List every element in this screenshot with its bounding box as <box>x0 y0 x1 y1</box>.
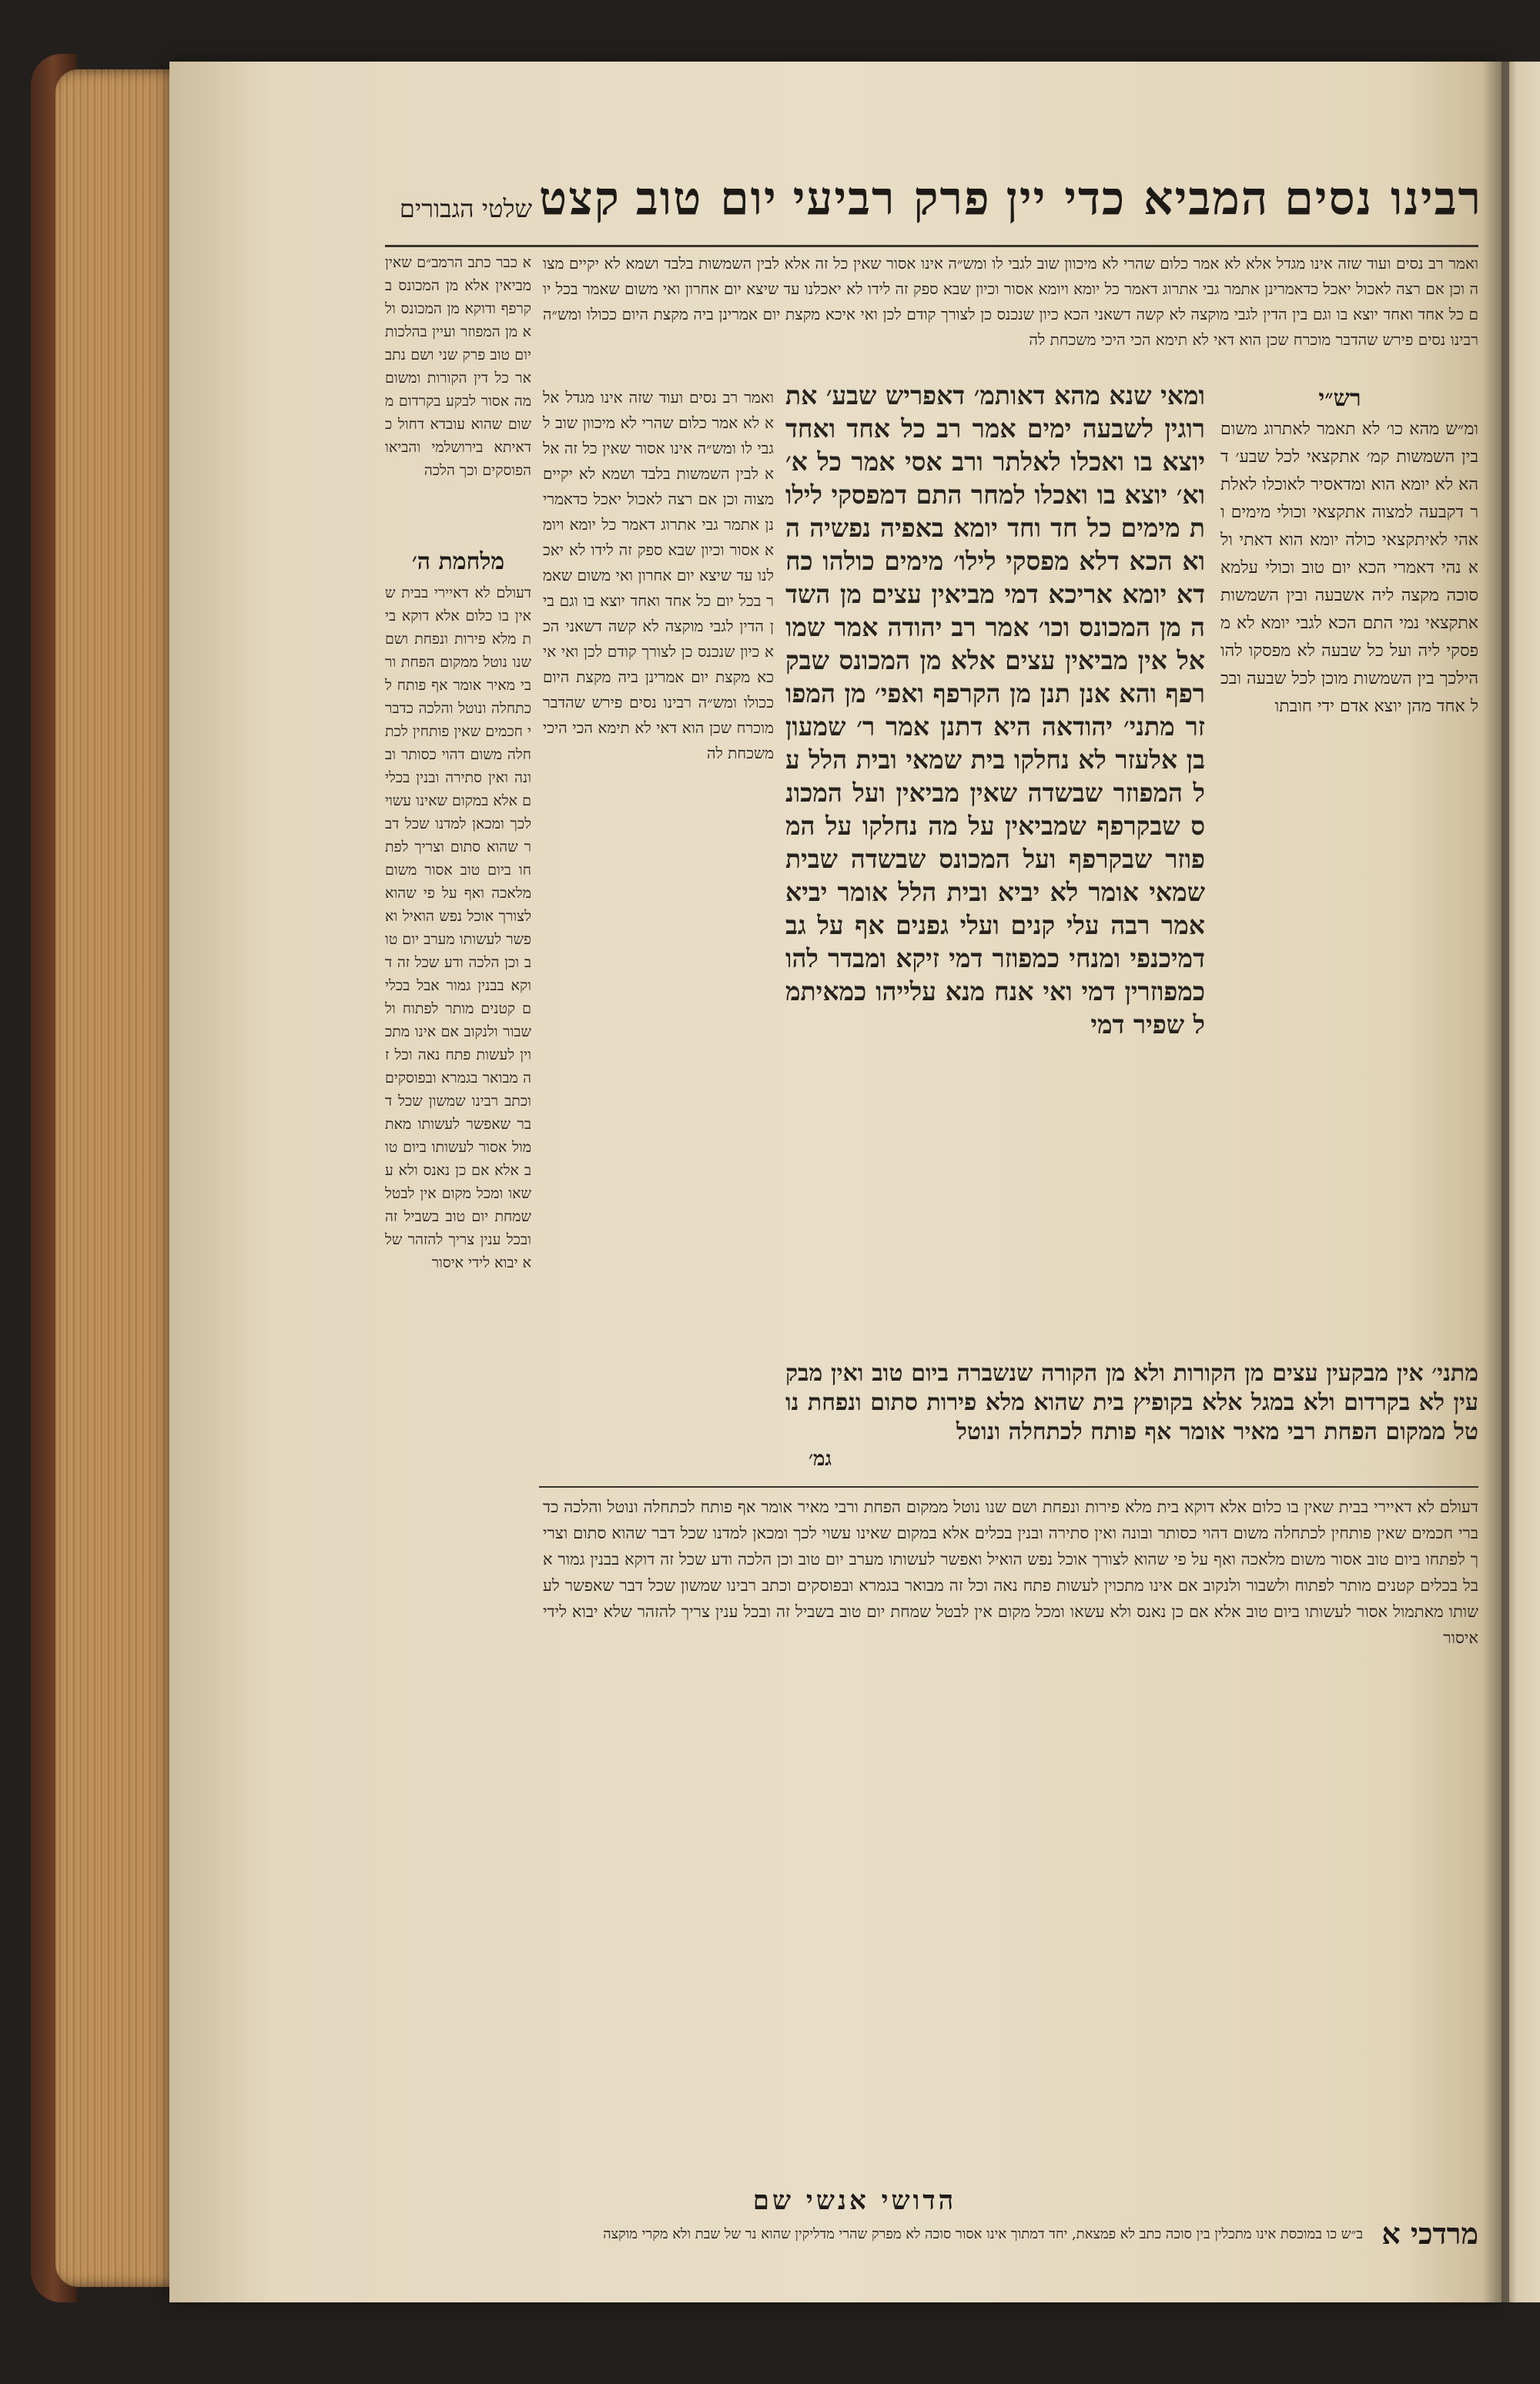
marginal-notes-column: דעולם לא דאיירי בבית שאין בו כלום אלא דוקא בית מלא פירות ונפחת ושם שנו נוטל ממקום הפחת ורבי מאיר אומר אף פותח לכתחלה ונוטל והלכה כדברי חכמים שאין פותחין לכתחלה משום דהוי כסותר ובונה ואין סתירה ובנין בכלים אלא במקום שאינו עשוי לכך ומכאן למדנו שכל דבר שהוא סתום וצריך לפתחו ביום טוב אסור משום מלאכה ואף על פי שהוא לצורך אוכל נפש הואיל ואפשר לעשותו מערב יום טוב וכן הלכה ודע שכל זה דוקא בבנין גמור אבל בכלים קטנים מותר לפתוח ולשבור ולנקוב אם אינו מתכוין לעשות פתח נאה וכל זה מבואר בגמרא ובפוסקים וכתב רבינו שמשון שכל דבר שאפשר לעשותו מאתמול אסור לעשותו ביום טוב אלא אם כן נאנס ולא עשאו ומכל מקום אין לבטל שמחת יום טוב בשביל זה ובכל ענין צריך להזהר שלא יבוא לידי איסור <box>385 584 531 1271</box>
marginal-notes-top: א כבר כתב הרמב״ם שאין מביאין אלא מן המכונס בקרפף ודוקא מן המכונס ולא מן המפוזר ועיין בהלכות יום טוב פרק שני ושם נתבאר כל דין הקורות ומשום מה אסור לבקע בקרדום משום שהוא עובדא דחול כדאיתא בירושלמי והביאו הפוסקים וכך הלכה <box>385 254 531 479</box>
rashi-label: רש״י <box>1318 385 1361 412</box>
page-number: קצט <box>539 172 621 226</box>
footer-note: ב״ש כו במוכסת אינו מתכלין בין סוכה כתב לא פמצאת, יחד דמתוך אינו אסור סוכה לא מפרק שהרי מדליקין שהוא נר של שבת ולא מקרי מוקצה <box>603 2226 1363 2242</box>
gemara-label: גמ׳ <box>808 1448 832 1471</box>
book-page-edges <box>55 69 186 2287</box>
inner-commentary-column: ואמר רב נסים ועוד שזה אינו מגדל אלא לא אמר כלום שהרי לא מיכוון שוב לגבי לו ומש״ה אינו אסור שאין כל זה אלא לבין השמשות בלבד ושמא לא יקיים מצוה וכן אם רצה לאכול יאכל כדאמרינן אתמר גבי אתרוג דאמר כל יומא ויומא אסור וכיון שבא ספק זה לידו לא יאכלנו עד שיצא יום אחרון ואי משום שאמר בכל יום כל אחד ואחד יוצא בו וגם בין הדין לגבי מוקצה לא קשה דשאני הכא כיון שנכנס כן לצורך קודם לכן ואי איכא מקצת יום אמרינן ביה מקצת היום ככולו ומש״ה רבינו נסים פירש שהדבר מוכרח שכן הוא דאי לא תימא הכי היכי משכחת לה <box>543 388 774 762</box>
header-rule <box>385 245 1478 247</box>
footer-heading: הדושי אנשי שם <box>752 2185 957 2216</box>
running-header <box>539 172 1482 237</box>
rashi-column: ומ״ש מהא כו׳ לא תאמר לאתרוג משום בין השמשות קמ׳ אתקצאי לכל שבע׳ דהא לא יומא הוא ומדאסיר לאוכלו לאלתר דקבעה למצוה אתקצאי וכולי מימים ואהי לאיתקצאי כולה יומא הוא דאתי ולא נהי דאמרי הכא יום טוב וכולי עלמא סוכה מקצה ליה אשבעה ובין השמשות אתקצאי נמי התם הכא לגבי יומא לא מפסקי ליה ועל כל שבעה לא מפסקו להו הילכך בין השמשות מוכן לכל שבעה ובכל אחד מהן יוצא אדם ידי חובתו <box>1220 420 1478 716</box>
gutter-shadow <box>1482 62 1509 2302</box>
lower-commentary: דעולם לא דאיירי בבית שאין בו כלום אלא דוקא בית מלא פירות ונפחת ושם שנו נוטל ממקום הפחת ורבי מאיר אומר אף פותח לכתחלה ונוטל והלכה כדברי חכמים שאין פותחין לכתחלה משום דהוי כסותר ובונה ואין סתירה ובנין בכלים אלא במקום שאינו עשוי לכך ומכאן למדנו שכל דבר שהוא סתום וצריך לפתחו ביום טוב אסור משום מלאכה ואף על פי שהוא לצורך אוכל נפש הואיל ואפשר לעשותו מערב יום טוב וכן הלכה ודע שכל זה דוקא בבנין גמור אבל בכלים קטנים מותר לפתוח ולשבור ולנקוב אם אינו מתכוין לעשות פתח נאה וכל זה מבואר בגמרא ובפוסקים וכתב רבינו שמשון שכל דבר שאפשר לעשותו מאתמול אסור לעשותו ביום טוב אלא אם כן נאנס ולא עשאו ומכל מקום אין לבטל שמחת יום טוב בשביל זה ובכל ענין צריך להזהר שלא יבוא לידי איסור <box>543 1498 1478 1647</box>
top-commentary: ואמר רב נסים ועוד שזה אינו מגדל אלא לא אמר כלום שהרי לא מיכוון שוב לגבי לו ומש״ה אינו אסור שאין כל זה אלא לבין השמשות בלבד ושמא לא יקיים מצוה וכן אם רצה לאכול יאכל כדאמרינן אתמר גבי אתרוג דאמר כל יומא ויומא אסור וכיון שבא ספק זה לידו לא יאכלנו עד שיצא יום אחרון ואי משום שאמר בכל יום כל אחד ואחד יוצא בו וגם בין הדין לגבי מוקצה לא קשה דשאני הכא כיון שנכנס כן לצורך קודם לכן ואי איכא מקצת יום אמרינן ביה מקצת היום ככולו ומש״ה רבינו נסים פירש שהדבר מוכרח שכן הוא דאי לא תימא הכי היכי משכחת לה <box>543 254 1478 349</box>
commentary-divider <box>539 1486 1478 1488</box>
header-title-3: פרק רביעי <box>792 172 991 226</box>
mishna-text: מתני׳ אין מבקעין עצים מן הקורות ולא מן הקורה שנשברה ביום טוב ואין מבקעין לא בקרדום ולא במגל אלא בקופיץ בית שהוא מלא פירות סתום ונפחת נוטל ממקום הפחת רבי מאיר אומר אף פותח לכתחלה ונוטל <box>785 1360 1478 1445</box>
marginal-label: מלחמת ה׳ <box>411 548 505 575</box>
header-title-1: רבינו נסים <box>1284 172 1482 226</box>
main-gemara-text: ומאי שנא מהא דאותמ׳ דאפריש שבע׳ אתרוגין לשבעה ימים אמר רב כל אחד ואחד יוצא בו ואכלו לאלתר ורב אסי אמר כל א׳ וא׳ יוצא בו ואכלו למחר התם דמפסקי לילות מימים כל חד וחד יומא באפיה נפשיה הוא הכא דלא מפסקי לילו׳ מימים כולהו כחדא יומא אריכא דמי מביאין עצים מן השדה מן המכונס וכו׳ אמר רב יהודה אמר שמואל אין מביאין עצים אלא מן המכונס שבקרפף והא אנן תנן מן הקרפף ואפי׳ מן המפוזר מתני׳ יהודאה היא דתנן אמר ר׳ שמעון בן אלעזר לא נחלקו בית שמאי ובית הלל על המפוזר שבשדה שאין מביאין ועל המכונס שבקרפף שמביאין על מה נחלקו על המפוזר שבקרפף ועל המכונס שבשדה שבית שמאי אומר לא יביא ובית הלל אומר יביא אמר רבה עלי קנים ועלי גפנים אף על גב דמיכנפי ומנחי כמפוזר דמי זיקא ומבדר להו כמפוזרין דמי ואי אנח מנא עלייהו כמאיתמל שפיר דמי <box>785 380 1205 1040</box>
header-title-2: המביא כדי יין <box>1006 172 1270 226</box>
header-title-4: יום טוב <box>635 172 778 226</box>
header-left-label: שלטי הגבורים <box>399 194 533 223</box>
footer-mark: מרדכי א <box>1381 2216 1478 2251</box>
